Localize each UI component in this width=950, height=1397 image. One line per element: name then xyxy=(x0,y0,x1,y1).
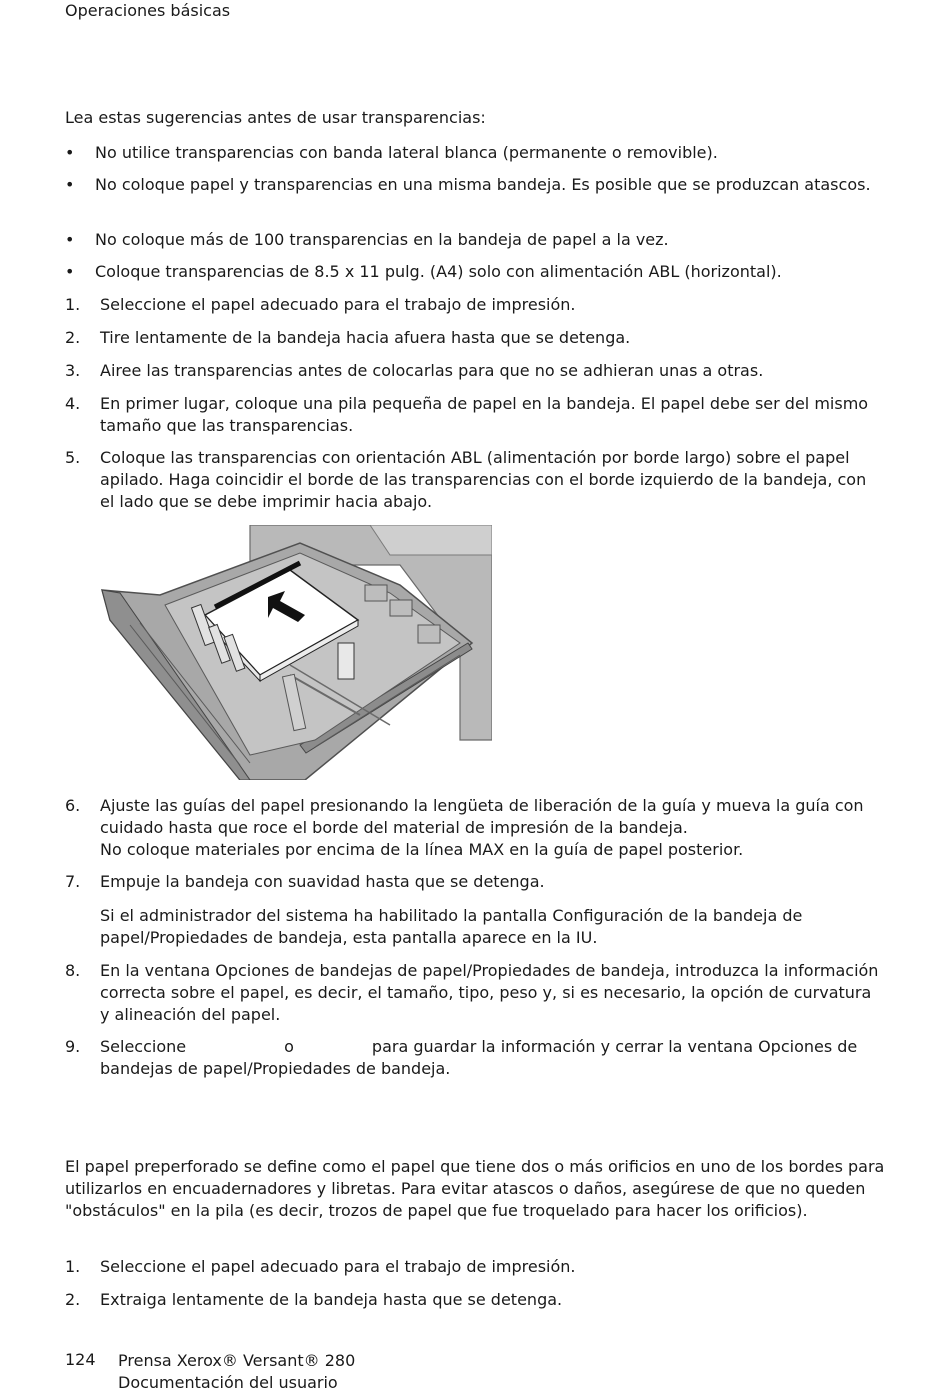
footer-subtitle: Documentación del usuario xyxy=(118,1373,338,1392)
intro-text: Lea estas sugerencias antes de usar transparencias: xyxy=(65,108,486,127)
bullet-icon: • xyxy=(65,262,75,281)
bullet-icon: • xyxy=(65,230,75,249)
bullet-icon: • xyxy=(65,143,75,162)
footer-title: Prensa Xerox® Versant® 280 xyxy=(118,1351,356,1370)
bullet-icon: • xyxy=(65,175,75,194)
paper-tray-illustration xyxy=(100,525,492,780)
body-paragraph: El papel preperforado se define como el papel que tiene dos o más orificios en uno de los bordes para utilizarlos en encuadernadores y libretas. Para evitar atascos o daños, asegúrese de que no queden "obstáculos" en la pila (es decir, trozos de papel que fue troquelado para hacer los orificios). xyxy=(65,1157,885,1220)
page-header: Operaciones básicas xyxy=(65,1,231,20)
page-number: 124 xyxy=(65,1350,96,1369)
